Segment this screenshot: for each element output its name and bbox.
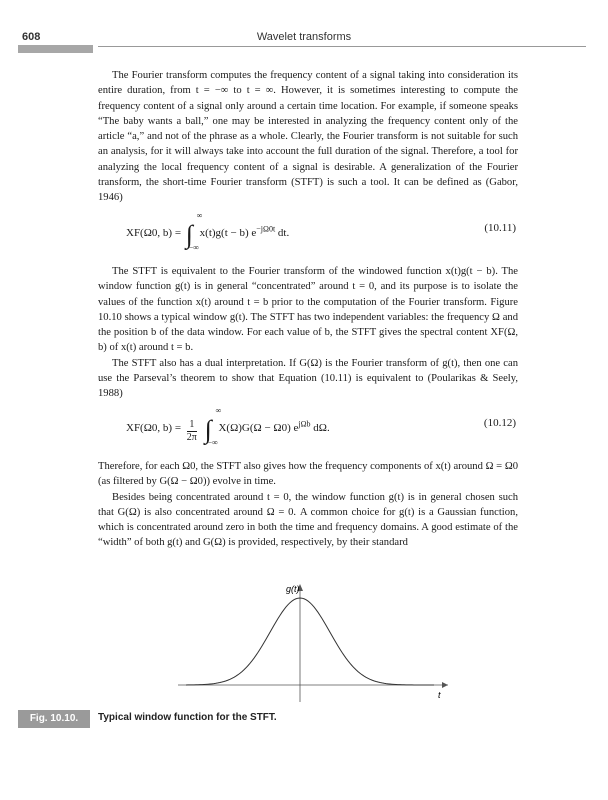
integral-sign: ∫ ∞ −∞ [185,211,203,252]
figure-tag: Fig. 10.10. [18,710,90,728]
eq2-exponent: jΩb [298,419,311,429]
header-marker-bar [18,45,93,53]
eq1-integrand: x(t)g(t − b) e [199,227,257,239]
equation-10-11 [98,208,518,256]
time-axis-arrow [442,682,448,688]
gaussian-curve [186,598,434,685]
equation-number: (10.12) [483,417,516,429]
eq1-lhs: XF(Ω0, b) = [126,227,182,239]
paragraph-3: The STFT also has a dual interpretation. If G(Ω) is the Fourier transform of g(t), then one can use the Parseval’s theorem to show that Equation (10.11) is equivalent to (Poularikas & Seely, 1988) [98,357,518,400]
paragraph-stft [98,264,518,402]
t-axis-label: t [438,690,441,700]
paragraph-2: The STFT is equivalent to the Fourier transform of the windowed function x(t)g(t − b). The window function g(t) is in general “concentrated” around t = 0, and its purpose is to isolate the values of the function x(t) around t = b prior to the computation of the Fourier transform. Figure 10.10 shows a typical window g(t). The STFT has two independent variables: the frequency Ω and the position b of the data window. For each value of b, the STFT gives the spectral content XF(Ω, b) of x(t) around t = b. [98,266,518,354]
paragraph-4: Therefore, for each Ω0, the STFT also gives how the frequency components of x(t) around Ω = Ω0 (as filtered by G(Ω − Ω0)) evolve in time. [98,461,518,488]
paragraph-1: The Fourier transform computes the frequency content of a signal taking into consideration its entire duration, from t = −∞ to t = ∞. However, it is sometimes interesting to compute the frequency content of a signal only around a certain time location. For example, if someone speaks “The baby wants a ball,” one may be interested in analyzing the frequency content only of the article “a,” and not of the phrase as a whole. Clearly, the Fourier transform is not suitable for such an analysis, for it will always take into account the full duration of the signal. Therefore, a tool for analyzing the local frequency content of a signal is desirable. A generalization of the Fourier transform, the short-time Fourier transform (STFT) is such a tool. It can be defined as (Gabor, 1946) [98,70,518,204]
header-rule [98,46,586,47]
running-title: Wavelet transforms [256,31,352,43]
paragraph-5: Besides being concentrated around t = 0, the window function g(t) is in general chosen such that G(Ω) is also concentrated around Ω = 0. A common choice for g(t) is a Gaussian function, which is concentrated around zero in both the time and frequency domains. A good estimate of the “width” of both g(t) and G(Ω) is provided, respectively, by their standard [98,491,518,549]
eq2-fraction: $\frac{1}{2\pi}$ [186,419,197,443]
paragraph-dual [98,459,518,551]
g-axis-label: g(t) [286,584,300,594]
eq2-integrand: X(Ω)G(Ω − Ω0) e [218,422,299,434]
eq1-tail: dt. [275,227,290,239]
eq1-exponent: −jΩ0t [256,224,276,234]
figure-caption: Typical window function for the STFT. [98,712,277,723]
eq2-tail: dΩ. [310,422,330,434]
page-number: 608 [22,31,41,43]
paragraph-intro [98,68,518,206]
window-function-figure [98,570,518,710]
equation-10-12 [98,403,518,451]
integral-sign: ∫ ∞ −∞ [204,406,222,447]
equation-number: (10.11) [484,222,516,234]
eq2-lhs: XF(Ω0, b) = [126,422,182,434]
page-header [0,0,608,43]
